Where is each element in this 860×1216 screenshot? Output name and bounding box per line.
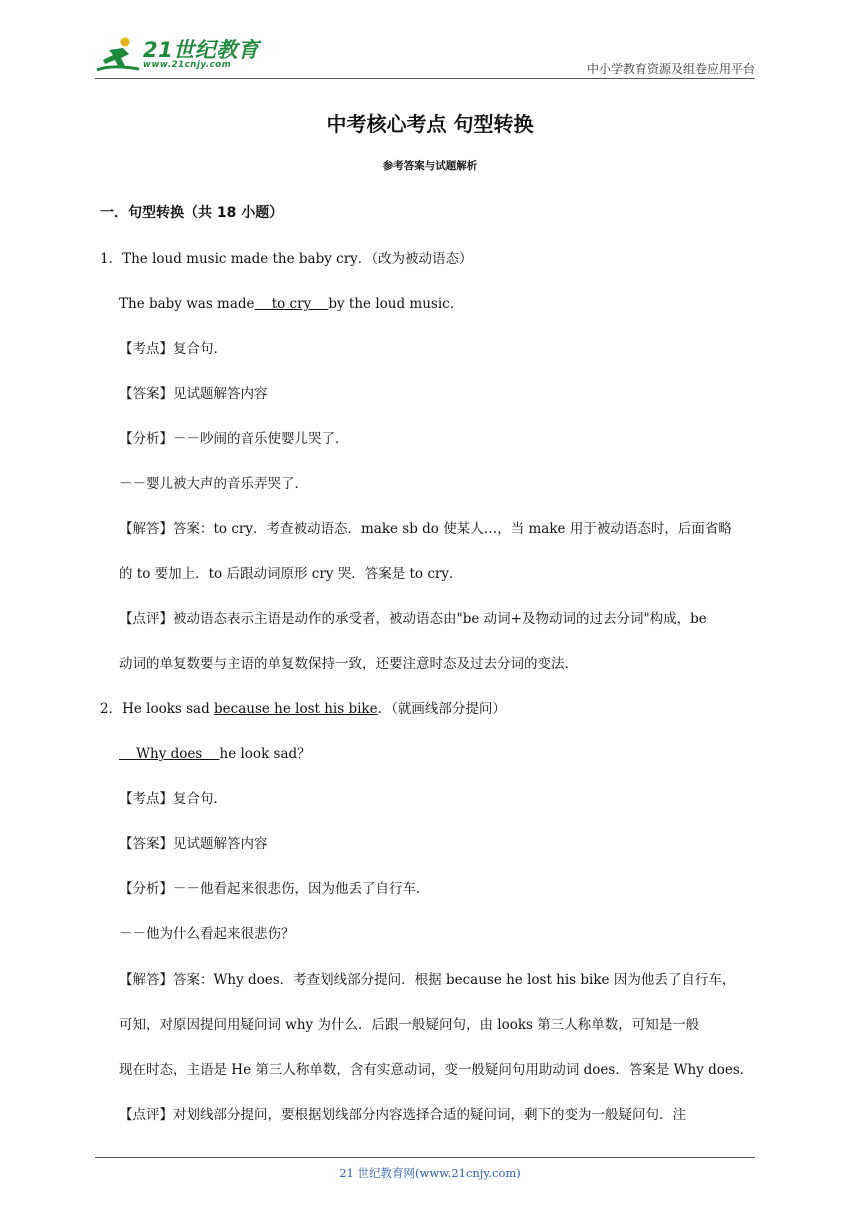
question-1-jieda-1: 【解答】答案：to cry．考查被动语态．make sb do 使某人…，当 make 用于被动语态时，后面省略 — [119, 521, 732, 537]
question-2-kaodian: 【考点】复合句． — [119, 791, 227, 807]
question-1-dianping-1: 【点评】被动语态表示主语是动作的承受者，被动语态由"be 动词+及物动词的过去分词"构成，be — [119, 611, 707, 627]
question-1-stem — [100, 247, 473, 267]
question-2-fenxi-2: －－他为什么看起来很悲伤？ — [119, 926, 295, 942]
question-2-fenxi-1: 【分析】－－他看起来很悲伤，因为他丢了自行车． — [119, 881, 430, 897]
question-1-jieda-2: 的 to 要加上．to 后跟动词原形 cry 哭．答案是 to cry． — [119, 566, 463, 582]
question-1-answer-blank: to cry — [254, 296, 329, 312]
question-2-answer-after: he look sad？ — [219, 746, 311, 762]
footer-divider — [95, 1157, 755, 1158]
question-2-text-before: He looks sad — [122, 701, 215, 717]
logo — [95, 32, 265, 78]
question-1-kaodian: 【考点】复合句． — [119, 341, 227, 357]
question-2-jieda-1: 【解答】答案：Why does．考查划线部分提问．根据 because he lost his bike 因为他丢了自行车， — [119, 972, 736, 988]
page-footer: 21 世纪教育网(www.21cnjy.com) — [339, 1166, 521, 1180]
logo-text: 21世纪教育 — [143, 38, 260, 62]
question-1-answer-line — [119, 292, 463, 312]
section-heading: 一．句型转换（共 18 小题） — [100, 205, 284, 221]
question-2-answer-blank: Why does — [119, 746, 220, 762]
question-2-number: 2． — [100, 701, 123, 717]
page-subtitle: 参考答案与试题解析 — [382, 160, 478, 172]
question-1-answer-after: by the loud music． — [328, 296, 464, 312]
question-1-answer-before: The baby was made — [119, 296, 255, 312]
question-2-jieda-3: 现在时态，主语是 He 第三人称单数，含有实意动词，变一般疑问句用助动词 does．答案是 Why does． — [119, 1062, 754, 1078]
header-platform-name: 中小学教育资源及组卷应用平台 — [586, 62, 755, 76]
question-1-daan: 【答案】见试题解答内容 — [119, 386, 268, 402]
question-2-text-after: ．（就画线部分提问） — [377, 701, 506, 717]
question-2-jieda-2: 可知，对原因提问用疑问词 why 为什么．后跟一般疑问句，由 looks 第三人称单数，可知是一般 — [119, 1017, 700, 1033]
runner-logo-icon — [95, 36, 141, 76]
question-2-daan: 【答案】见试题解答内容 — [119, 836, 268, 852]
question-2-dianping-1: 【点评】对划线部分提问，要根据划线部分内容选择合适的疑问词，剩下的变为一般疑问句．注 — [119, 1107, 686, 1123]
question-2-stem — [100, 697, 506, 717]
question-1-fenxi-1: 【分析】－－吵闹的音乐使婴儿哭了． — [119, 431, 349, 447]
question-1-number: 1． — [100, 251, 123, 267]
question-2-answer-line — [119, 742, 311, 762]
question-1-fenxi-2: －－婴儿被大声的音乐弄哭了． — [119, 476, 308, 492]
header-divider — [95, 78, 755, 79]
page-header — [95, 32, 755, 78]
question-1-text: The loud music made the baby cry．（改为被动语态） — [122, 251, 473, 267]
logo-url: www.21cnjy.com — [143, 60, 232, 70]
question-2-underlined-part: because he lost his bike — [214, 701, 378, 717]
page-title: 中考核心考点 句型转换 — [326, 112, 534, 136]
question-1-dianping-2: 动词的单复数要与主语的单复数保持一致，还要注意时态及过去分词的变法． — [119, 656, 578, 672]
